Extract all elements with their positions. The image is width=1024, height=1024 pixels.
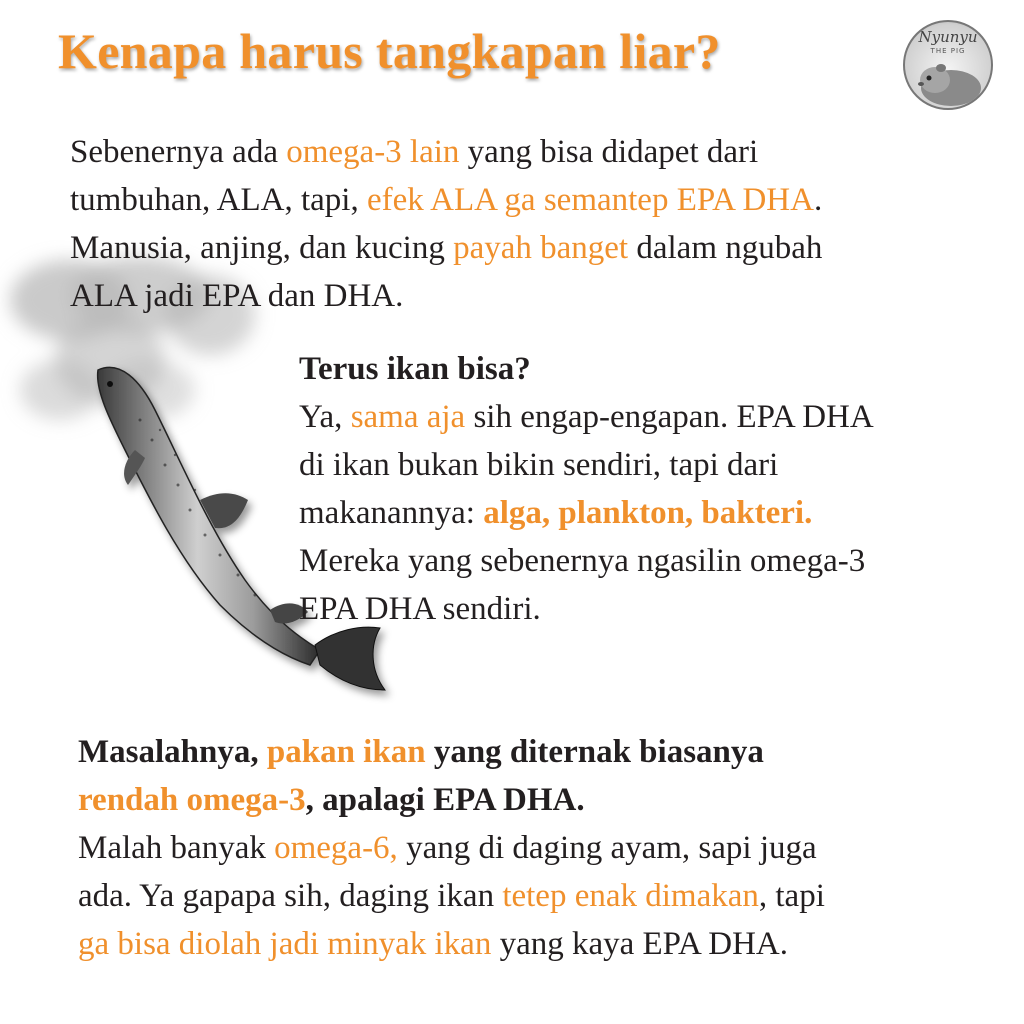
- highlight-sama-aja: sama aja: [350, 399, 466, 435]
- fish-line-3: makanannya: alga, plankton, bakteri.: [299, 495, 813, 531]
- highlight-pakan-ikan: pakan ikan: [266, 734, 426, 770]
- fish-heading: Terus ikan bisa?: [299, 351, 531, 387]
- highlight-omega6: omega-6,: [274, 830, 398, 866]
- highlight-payah-banget: payah banget: [453, 230, 629, 266]
- problem-line-2: rendah omega-3, apalagi EPA DHA.: [78, 782, 585, 818]
- highlight-efek-ala: efek ALA ga semantep EPA DHA: [366, 182, 814, 218]
- fish-line-2: di ikan bukan bikin sendiri, tapi dari: [299, 447, 779, 483]
- logo-subtitle: THE PIG: [930, 47, 966, 55]
- fish-line-4: Mereka yang sebenernya ngasilin omega-3: [299, 543, 866, 579]
- intro-line-1: Sebenernya ada omega-3 lain yang bisa didapet dari: [70, 134, 759, 170]
- highlight-minyak-ikan: ga bisa diolah jadi minyak ikan: [78, 926, 492, 962]
- problem-paragraph: [78, 728, 998, 968]
- highlight-tetep-enak: tetep enak dimakan: [502, 878, 759, 914]
- highlight-rendah-omega3: rendah omega-3: [78, 782, 306, 818]
- problem-line-5: ga bisa diolah jadi minyak ikan yang kaya EPA DHA.: [78, 926, 789, 962]
- nyunyu-logo: [903, 20, 993, 110]
- intro-paragraph: [70, 128, 970, 320]
- fish-line-1: Ya, sama aja sih engap-engapan. EPA DHA: [299, 399, 874, 435]
- problem-line-4: ada. Ya gapapa sih, daging ikan tetep enak dimakan, tapi: [78, 878, 825, 914]
- highlight-omega3-lain: omega-3 lain: [286, 134, 460, 170]
- problem-line-3: Malah banyak omega-6, yang di daging ayam, sapi juga: [78, 830, 817, 866]
- intro-line-4: ALA jadi EPA dan DHA.: [70, 278, 404, 314]
- highlight-alga-plankton: alga, plankton, bakteri.: [483, 495, 813, 531]
- page-title: Kenapa harus tangkapan liar?: [58, 23, 721, 79]
- intro-line-3: Manusia, anjing, dan kucing payah banget dalam ngubah: [70, 230, 823, 266]
- guinea-pig-icon: [913, 54, 985, 108]
- fish-line-5: EPA DHA sendiri.: [299, 591, 541, 627]
- intro-line-2: tumbuhan, ALA, tapi, efek ALA ga semantep EPA DHA.: [70, 182, 823, 218]
- fish-paragraph: [299, 345, 999, 633]
- problem-line-1: Masalahnya, pakan ikan yang diternak biasanya: [78, 734, 764, 770]
- logo-name: Nyunyu: [918, 28, 978, 46]
